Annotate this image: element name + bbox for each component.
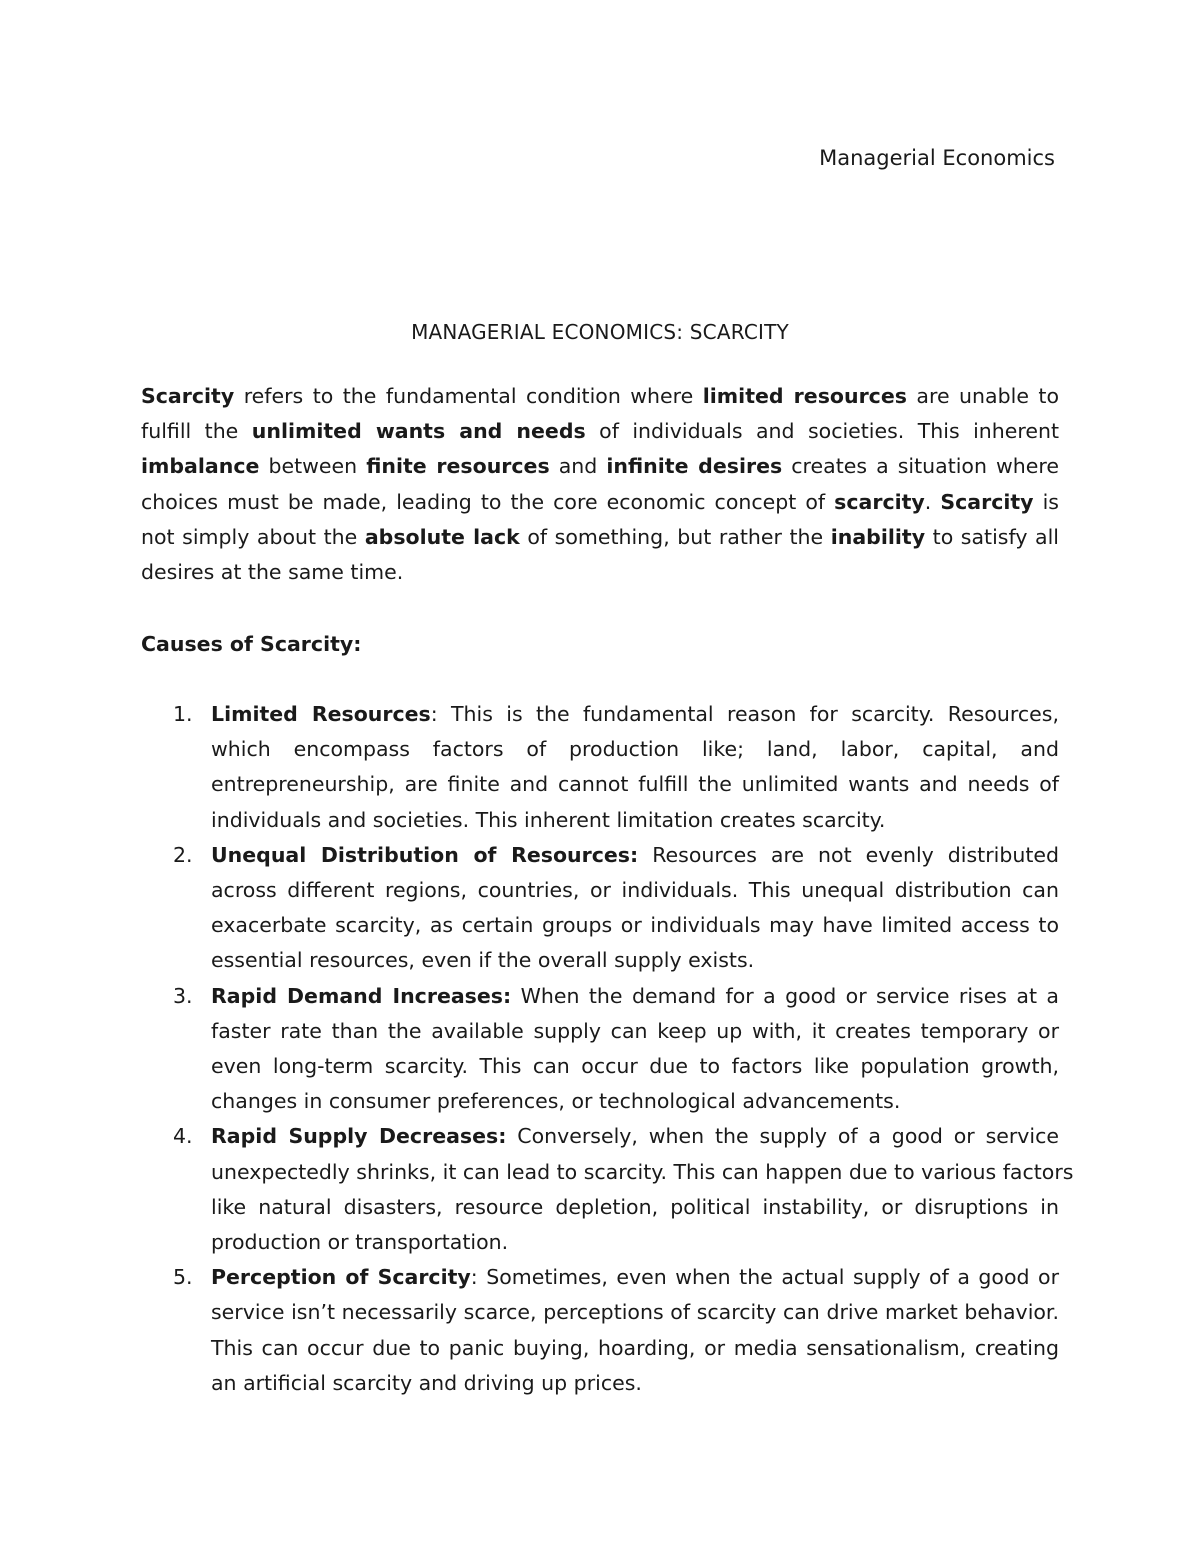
text-run: essential resources, even if the overall supply exists. (211, 948, 755, 973)
bold-term: Scarcity (141, 384, 235, 408)
intro-line (141, 555, 1059, 590)
text-run: service isn’t necessarily scarce, perceptions of scarcity can drive market behavior. (211, 1300, 1059, 1325)
list-number: 3. (173, 983, 193, 1008)
bold-term: unlimited wants and needs (251, 419, 586, 444)
text-run: faster rate than the available supply can keep up with, it creates temporary or (211, 1018, 1059, 1043)
text-run: to satisfy all (925, 524, 1059, 549)
list-number: 2. (173, 842, 193, 867)
cause-line (211, 873, 1059, 908)
running-header: Managerial Economics (819, 146, 1055, 170)
list-number: 1. (173, 702, 193, 726)
text-run: and (549, 454, 607, 479)
cause-line (211, 1049, 1059, 1084)
cause-line (211, 943, 1059, 978)
cause-line (211, 1295, 1059, 1330)
text-run: like natural disasters, resource depletion, political instability, or disruptions in (211, 1194, 1059, 1219)
bold-term: Perception of Scarcity (211, 1265, 471, 1290)
bold-term: limited resources (702, 384, 907, 408)
text-run: entrepreneurship, are finite and cannot fulfill the unlimited wants and needs of (211, 772, 1059, 797)
bold-term: Limited Resources (211, 702, 431, 726)
bold-term: absolute lack (364, 524, 520, 549)
cause-line (211, 1190, 1059, 1225)
cause-list-item (141, 697, 1059, 838)
text-run: When the demand for a good or service rises at a (511, 983, 1059, 1008)
text-run: even long-term scarcity. This can occur due to factors like population growth, (211, 1054, 1059, 1079)
text-run: : Sometimes, even when the actual supply of a good or (470, 1265, 1060, 1290)
cause-list-item (141, 838, 1059, 979)
cause-list-item (141, 1119, 1074, 1260)
text-run: refers to the fundamental condition where (234, 384, 703, 408)
text-run: not simply about the (141, 524, 365, 549)
text-run: of individuals and societies. This inherent (585, 419, 1060, 444)
text-run: production or transportation. (211, 1230, 509, 1255)
intro-line (141, 449, 1059, 484)
bold-term: infinite desires (606, 454, 783, 479)
cause-line (211, 803, 1059, 838)
bold-term: Unequal Distribution of Resources: (211, 842, 639, 867)
bold-term: Rapid Demand Increases: (211, 983, 512, 1008)
intro-line (141, 520, 1059, 555)
intro-line (141, 414, 1059, 449)
bold-term: Rapid Supply Decreases: (211, 1124, 507, 1149)
text-run: which encompass factors of production like; land, labor, capital, and (211, 737, 1059, 762)
causes-heading: Causes of Scarcity: (141, 632, 362, 656)
cause-line (211, 697, 1059, 732)
text-run: choices must be made, leading to the core economic concept of (141, 489, 835, 514)
intro-line (141, 379, 1059, 414)
cause-line (211, 979, 1059, 1014)
text-run: across different regions, countries, or individuals. This unequal distribution can (211, 878, 1059, 903)
text-run: . (924, 489, 941, 514)
cause-line (211, 1225, 1059, 1260)
bold-term: finite resources (366, 454, 550, 479)
text-run: fulfill the (141, 419, 252, 444)
text-run: desires at the same time. (141, 560, 404, 585)
cause-line (211, 1155, 1074, 1190)
text-run: exacerbate scarcity, as certain groups or individuals may have limited access to (211, 913, 1059, 938)
text-run: Conversely, when the supply of a good or service (506, 1124, 1059, 1149)
text-run: between (259, 454, 367, 479)
cause-list-item (141, 979, 1059, 1120)
text-run: creates a situation where (782, 454, 1059, 479)
text-run: changes in consumer preferences, or technological advancements. (211, 1089, 901, 1114)
text-run: Resources are not evenly distributed (638, 842, 1059, 867)
list-number: 4. (173, 1124, 193, 1149)
cause-list-item (141, 1260, 1059, 1401)
cause-line (211, 1119, 1059, 1154)
cause-line (211, 1014, 1059, 1049)
cause-line (211, 1084, 1059, 1119)
text-run: This can occur due to panic buying, hoarding, or media sensationalism, creating (211, 1335, 1059, 1360)
text-run: unexpectedly shrinks, it can lead to scarcity. This can happen due to various factors (211, 1159, 1074, 1184)
cause-line (211, 767, 1059, 802)
text-run: are unable to (906, 384, 1059, 408)
text-run: : This is the fundamental reason for scarcity. Resources, (430, 702, 1059, 726)
cause-line (211, 838, 1059, 873)
cause-line (211, 908, 1059, 943)
intro-line (141, 485, 1059, 520)
bold-term: inability (830, 524, 926, 549)
text-run: is (1033, 489, 1059, 514)
cause-line (211, 1331, 1059, 1366)
cause-line (211, 1260, 1059, 1295)
bold-term: scarcity (834, 489, 925, 514)
bold-term: imbalance (141, 454, 260, 479)
cause-line (211, 1366, 1059, 1401)
text-run: individuals and societies. This inherent limitation creates scarcity. (211, 807, 886, 832)
list-number: 5. (173, 1265, 193, 1290)
text-run: an artificial scarcity and driving up prices. (211, 1370, 642, 1395)
intro-paragraph (141, 379, 1059, 590)
bold-term: Scarcity (940, 489, 1034, 514)
text-run: of something, but rather the (519, 524, 831, 549)
document-title: MANAGERIAL ECONOMICS: SCARCITY (411, 320, 789, 344)
causes-list (141, 697, 1074, 1401)
cause-line (211, 732, 1059, 767)
